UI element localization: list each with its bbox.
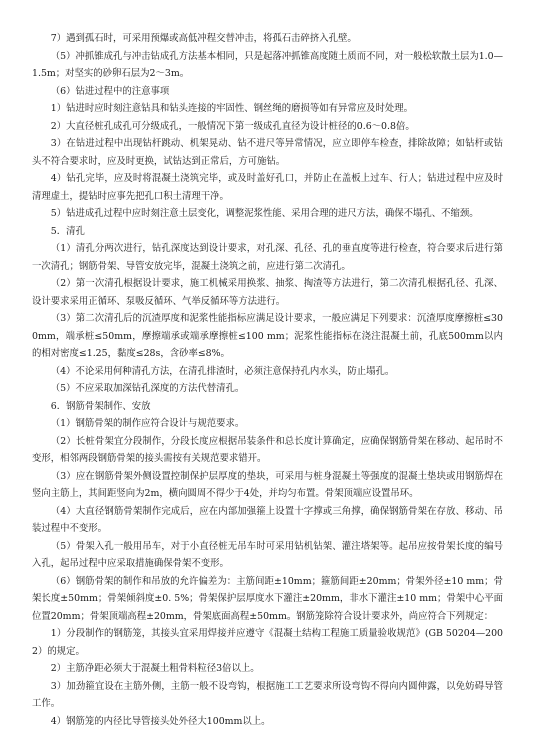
section-heading: 6．钢筋骨架制作、安放 [32, 398, 503, 416]
paragraph: （3）第二次清孔后的沉渣厚度和泥浆性能指标应满足设计要求，一般应满足下列要求：沉渣厚度摩擦桩≤300mm，端承桩≤50mm，摩擦端承或端承摩擦桩≤100 mm；泥浆性能指标在浇注混凝土前，孔底500mm以内的相对密度≤1.25，黏度≤28s，含砂率≤8%。 [32, 310, 503, 363]
paragraph: （4）大直径钢筋骨架制作完成后，应在内部加强箍上设置十字撑或三角撑，确保钢筋骨架在存放、移动、吊装过程中不变形。 [32, 503, 503, 538]
paragraph: 4）钢筋笼的内径比导管接头处外径大100mm以上。 [32, 713, 503, 730]
section-heading: 5．清孔 [32, 223, 503, 241]
paragraph: （5）不应采取加深钻孔深度的方法代替清孔。 [32, 380, 503, 398]
paragraph: （2）第一次清孔根据设计要求，施工机械采用换浆、抽浆、掏渣等方法进行，第二次清孔根据孔径、孔深、设计要求采用正循环、泵吸反循环、气举反循环等方法进行。 [32, 275, 503, 310]
paragraph: 3）在钻进过程中出现钻杆跳动、机架晃动、钻不进尺等异常情况，应立即停车检查，排除故障；如钻杆或钻头不符合要求时，应及时更换，试钻达到正常后，方可施钻。 [32, 135, 503, 170]
paragraph: （4）不论采用何种清孔方法，在清孔排渣时，必须注意保持孔内水头，防止塌孔。 [32, 363, 503, 381]
paragraph: 4）钻孔完毕，应及时将混凝土浇筑完毕，或及时盖好孔口，并防止在盖板上过车、行人；钻进过程中应及时清理虚土，提钻时应事先把孔口积土清理干净。 [32, 170, 503, 205]
paragraph: 2）大直径桩孔成孔可分级成孔，一般情况下第一级成孔直径为设计桩径的0.6～0.8倍。 [32, 118, 503, 136]
paragraph: 2）主筋净距必须大于混凝土粗骨料粒径3倍以上。 [32, 660, 503, 678]
paragraph: （6）钢筋骨架的制作和吊放的允许偏差为：主筋间距±10mm；箍筋间距±20mm；骨架外径±10 mm；骨架长度±50mm；骨架倾斜度±0. 5%；骨架保护层厚度水下灌注±20mm，非水下灌注±10 mm；骨架中心平面位置20mm；骨架顶端高程±20mm，骨架底面高程±50mm。钢筋笼除符合设计要求外，尚应符合下列规定： [32, 573, 503, 626]
paragraph: （6）钻进过程中的注意事项 [32, 83, 503, 101]
paragraph: （1）清孔分两次进行，钻孔深度达到设计要求，对孔深、孔径、孔的垂直度等进行检查，符合要求后进行第一次清孔；钢筋骨架、导管安放完毕，混凝土浇筑之前，应进行第二次清孔。 [32, 240, 503, 275]
paragraph: 7）遇到孤石时，可采用预爆或高低冲程交替冲击，将孤石击碎挤入孔壁。 [32, 30, 503, 48]
paragraph: （3）应在钢筋骨架外侧设置控制保护层厚度的垫块，可采用与桩身混凝土等强度的混凝土垫块或用钢筋焊在竖向主筋上，其间距竖向为2m，横向圆周不得少于4处，并均匀布置。骨架顶端应设置吊环。 [32, 468, 503, 503]
paragraph: 3）加劲箍宜设在主筋外侧，主筋一般不设弯钩，根据施工工艺要求所设弯钩不得向内圆伸露，以免妨碍导管工作。 [32, 678, 503, 713]
paragraph: （5）骨架入孔一般用吊车，对于小直径桩无吊车时可采用钻机钻架、灌注塔架等。起吊应按骨架长度的编号入孔，起吊过程中应采取措施确保骨架不变形。 [32, 538, 503, 573]
paragraph: （5）冲抓锥成孔与冲击钻成孔方法基本相同，只是起落冲抓锥高度随土质而不同，对一般松软散土层为1.0—1.5m；对坚实的砂卵石层为2～3m。 [32, 48, 503, 83]
paragraph: 5）钻进成孔过程中应时刻注意土层变化，调整泥浆性能、采用合理的进尺方法，确保不塌孔、不缩颈。 [32, 205, 503, 223]
paragraph: （1）钢筋骨架的制作应符合设计与规范要求。 [32, 415, 503, 433]
paragraph: 1）钻进时应时刻注意钻具和钻头连接的牢固性、钢丝绳的磨损等如有异常应及时处理。 [32, 100, 503, 118]
paragraph: （2）长桩骨架宜分段制作，分段长度应根据吊装条件和总长度计算确定，应确保钢筋骨架在移动、起吊时不变形，相邻两段钢筋骨架的接头需按有关规范要求错开。 [32, 433, 503, 468]
paragraph: 1）分段制作的钢筋笼，其接头宜采用焊接并应遵守《混凝土结构工程施工质量验收规范》(GB 50204—2002）的规定。 [32, 625, 503, 660]
